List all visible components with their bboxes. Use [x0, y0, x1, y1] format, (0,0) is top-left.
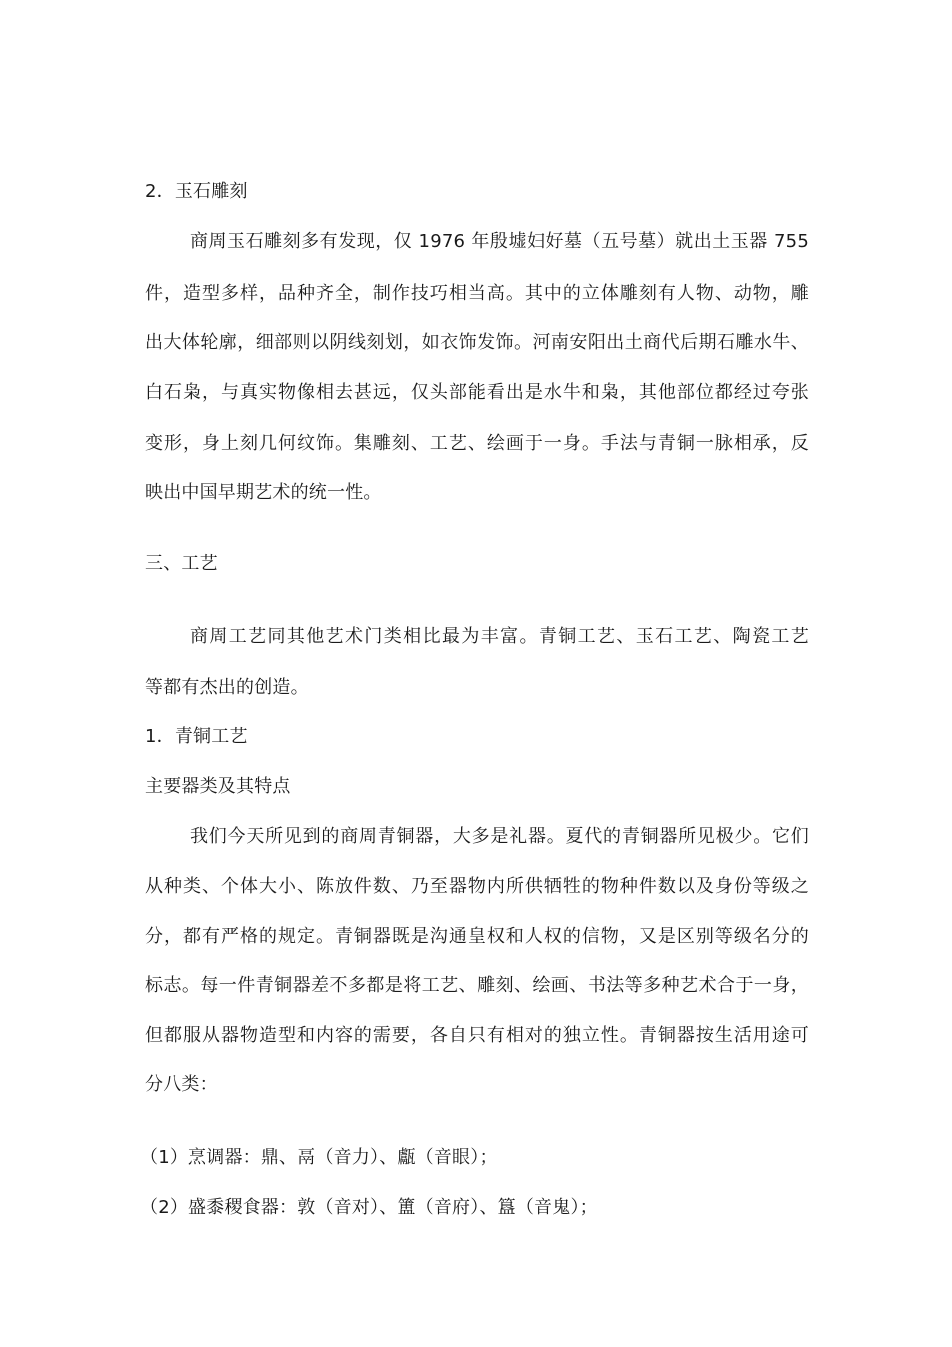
chapter-heading-crafts: 三、工艺 [145, 553, 218, 574]
list-item: （2）盛黍稷食器：敦（音对）、簠（音府）、簋（音鬼）； [140, 1197, 598, 1218]
paragraph-line: 等都有杰出的创造。 [145, 677, 309, 698]
section-heading-jade-carving: 2．玉石雕刻 [145, 181, 248, 202]
subheading-main-types: 主要器类及其特点 [145, 776, 291, 797]
paragraph-line: 商周工艺同其他艺术门类相比最为丰富。青铜工艺、玉石工艺、陶瓷工艺 [190, 626, 809, 647]
paragraph-line: 从种类、个体大小、陈放件数、乃至器物内所供牺牲的物种件数以及身份等级之 [145, 876, 809, 897]
list-item: （1）烹调器：鼎、鬲（音力）、甗（音眼）； [140, 1147, 498, 1168]
paragraph-line: 件，造型多样，品种齐全，制作技巧相当高。其中的立体雕刻有人物、动物，雕 [145, 283, 809, 304]
paragraph-line: 分八类： [145, 1074, 218, 1095]
paragraph-line: 标志。每一件青铜器差不多都是将工艺、雕刻、绘画、书法等多种艺术合于一身， [145, 975, 809, 996]
paragraph-line: 映出中国早期艺术的统一性。 [145, 482, 382, 503]
paragraph-line: 但都服从器物造型和内容的需要，各自只有相对的独立性。青铜器按生活用途可 [145, 1025, 809, 1046]
paragraph-line: 变形，身上刻几何纹饰。集雕刻、工艺、绘画于一身。手法与青铜一脉相承，反 [145, 433, 809, 454]
paragraph-line: 分，都有严格的规定。青铜器既是沟通皇权和人权的信物，又是区别等级名分的 [145, 926, 809, 947]
paragraph-line: 出大体轮廓，细部则以阴线刻划，如衣饰发饰。河南安阳出土商代后期石雕水牛、 [145, 332, 809, 353]
paragraph-line: 我们今天所见到的商周青铜器，大多是礼器。夏代的青铜器所见极少。它们 [190, 826, 809, 847]
paragraph-line: 商周玉石雕刻多有发现，仅 1976 年殷墟妇好墓（五号墓）就出土玉器 755 [190, 231, 809, 252]
paragraph-line: 白石枭，与真实物像相去甚远，仅头部能看出是水牛和枭，其他部位都经过夸张 [145, 382, 809, 403]
section-heading-bronze-craft: 1．青铜工艺 [145, 726, 248, 747]
